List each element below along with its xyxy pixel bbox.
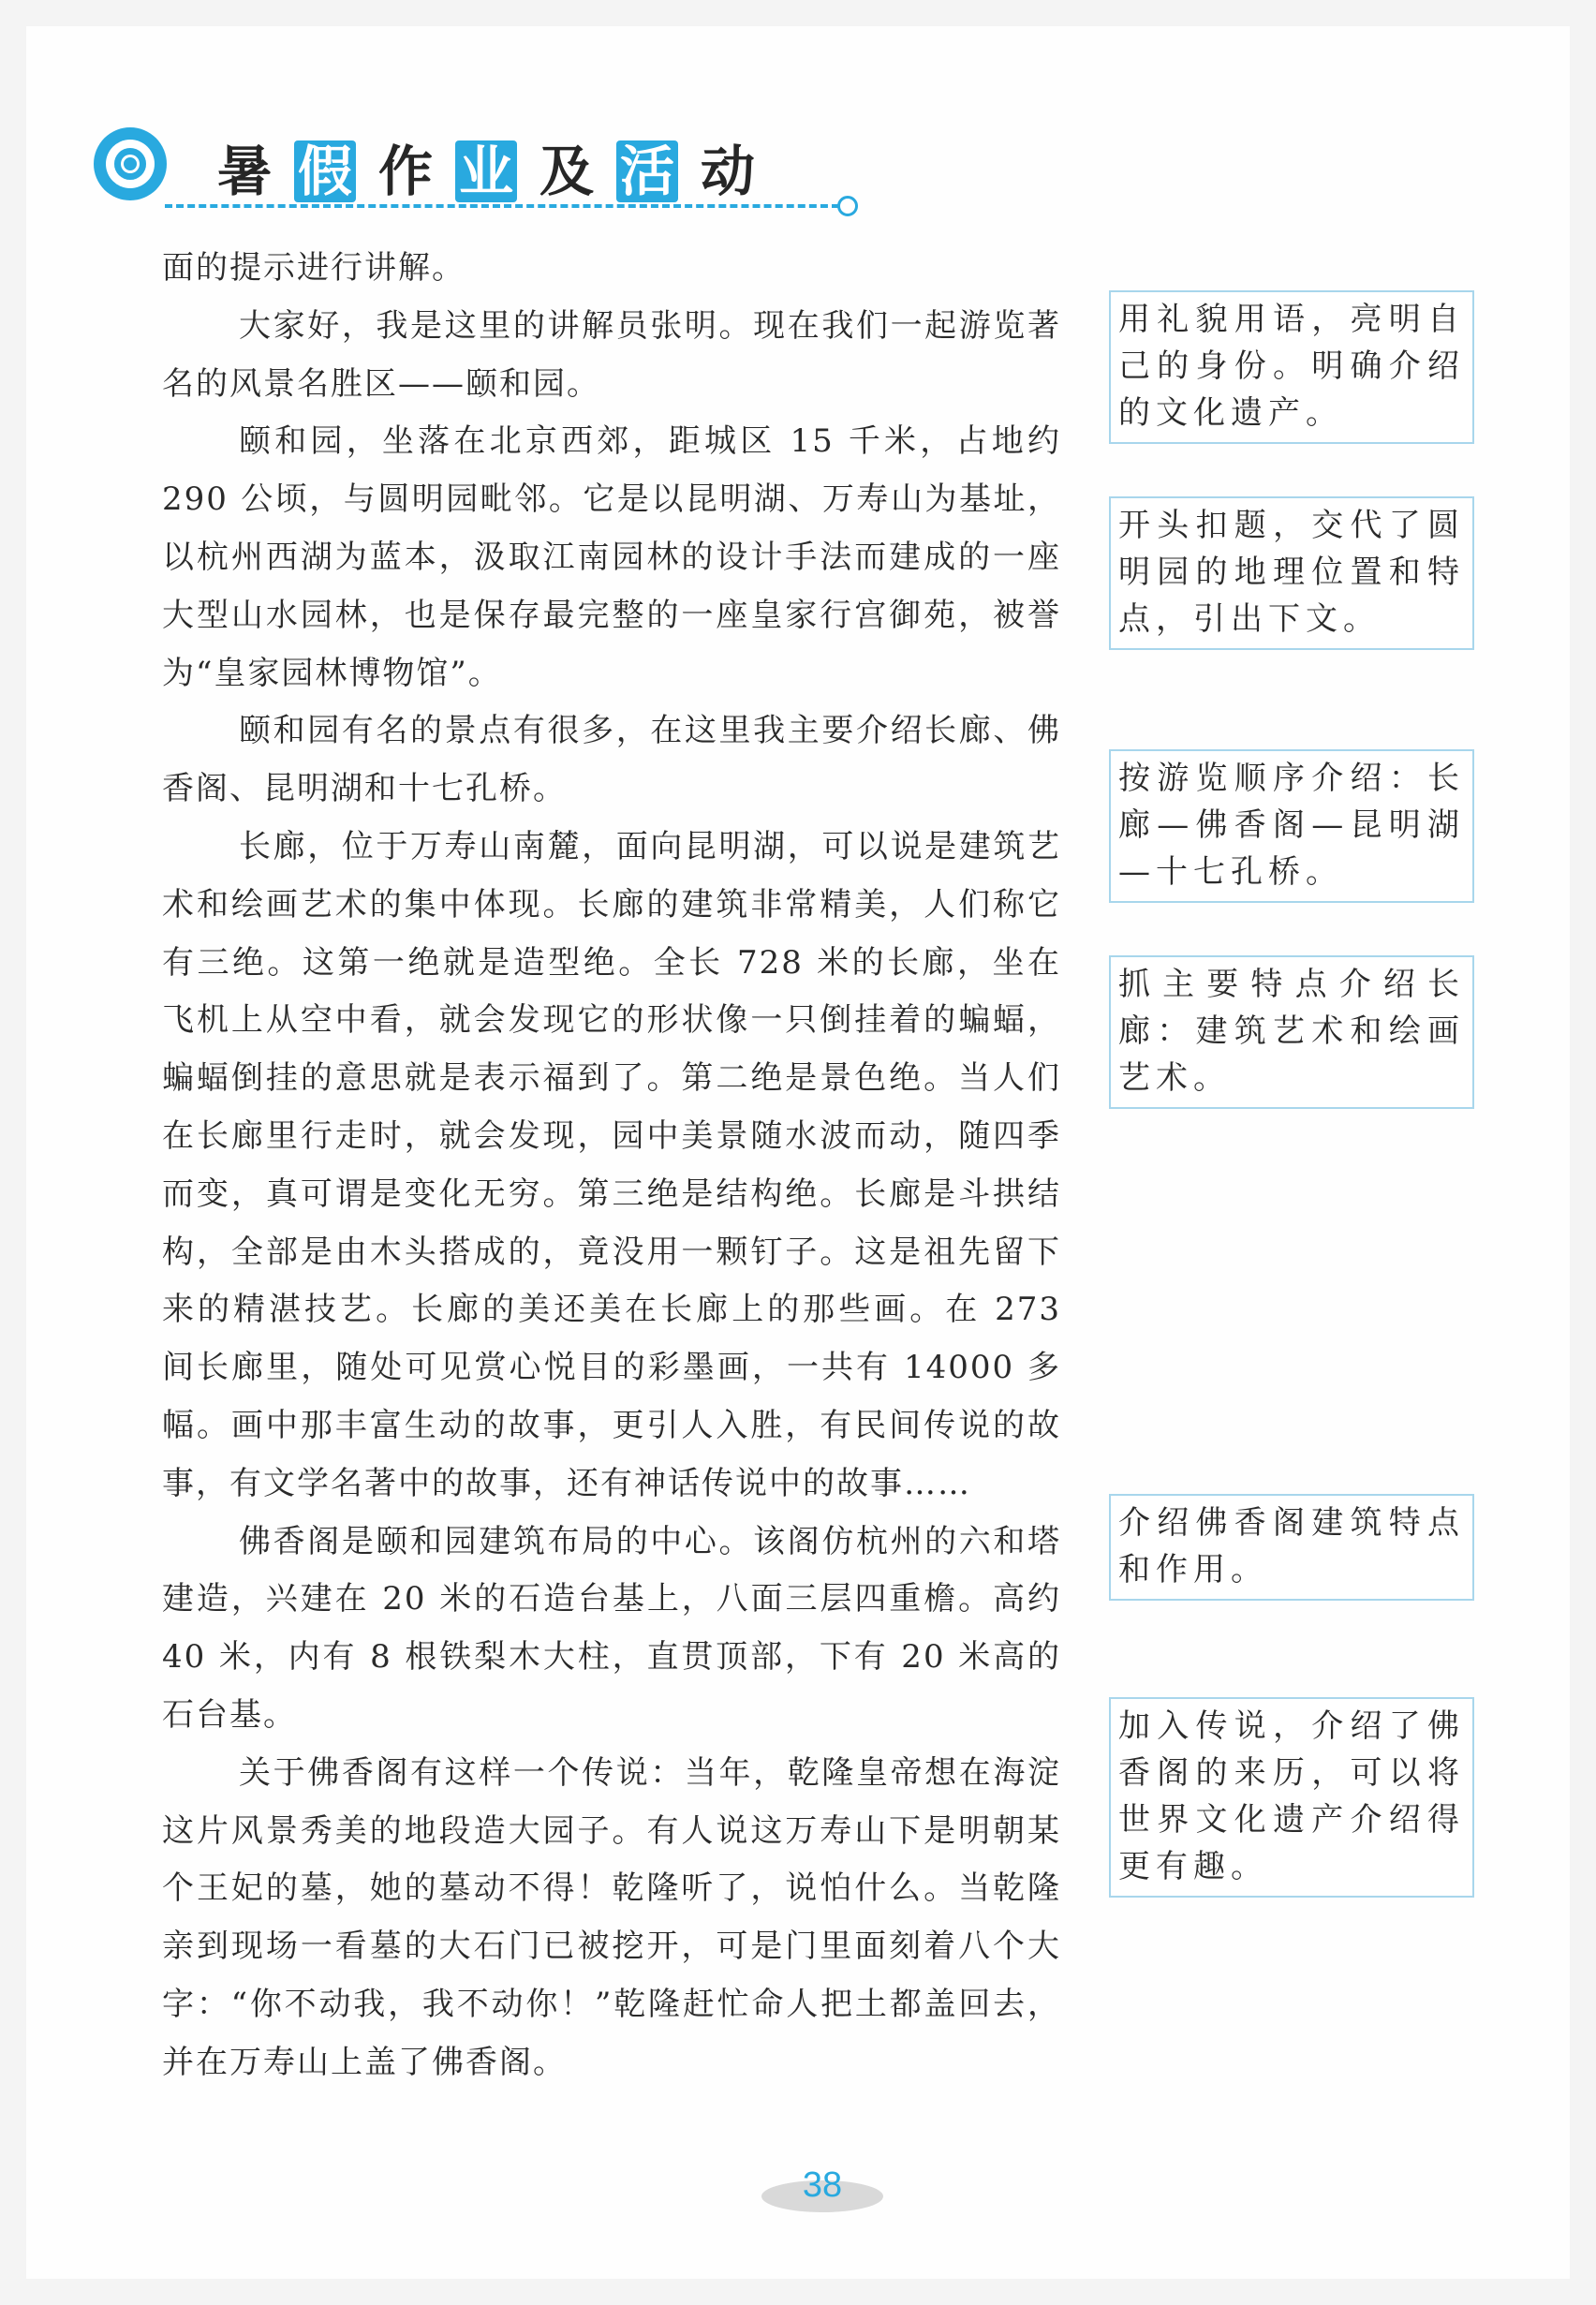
paragraph: 佛香阁是颐和园建筑布局的中心。该阁仿杭州的六和塔建造，兴建在 20 米的石造台基上，八面三层四重檐。高约 40 米，内有 8 根铁梨木大柱，直贯顶部，下有 20 米高的石台基。 xyxy=(162,1522,1061,1734)
title-char: 暑 xyxy=(216,140,272,203)
margin-note: 开头扣题，交代了圆明园的地理位置和特点，引出下文。 xyxy=(1109,496,1474,650)
paragraph: 颐和园，坐落在北京西郊，距城区 15 千米，占地约 290 公顷，与圆明园毗邻。它是以昆明湖、万寿山为基址，以杭州西湖为蓝本，汲取江南园林的设计手法而建成的一座大型山水园林，也是保存最完整的一座皇家行宫御苑，被誉为“皇家园林博物馆”。 xyxy=(162,422,1061,692)
title-char: 作 xyxy=(377,140,433,203)
paragraph: 大家好，我是这里的讲解员张明。现在我们一起游览著名的风景名胜区——颐和园。 xyxy=(162,306,1061,403)
margin-note: 按游览顺序介绍：长廊—佛香阁—昆明湖—十七孔桥。 xyxy=(1109,749,1474,903)
paragraph: 关于佛香阁有这样一个传说：当年，乾隆皇帝想在海淀这片风景秀美的地段造大园子。有人说这万寿山下是明朝某个王妃的墓，她的墓动不得！乾隆听了，说怕什么。当乾隆亲到现场一看墓的大石门已被挖开，可是门里面刻着八个大字：“你不动我，我不动你！”乾隆赶忙命人把土都盖回去，并在万寿山上盖了佛香阁。 xyxy=(162,1753,1061,2081)
page-number: 38 xyxy=(802,2165,843,2205)
page-header xyxy=(26,26,1570,204)
series-title xyxy=(214,131,777,212)
margin-note: 用礼貌用语，亮明自己的身份。明确介绍的文化遗产。 xyxy=(1109,290,1474,444)
title-char: 动 xyxy=(700,140,755,203)
article-body xyxy=(162,240,1061,2092)
target-circle-icon xyxy=(94,127,167,200)
title-char: 假 xyxy=(294,140,356,202)
header-dashed-divider xyxy=(165,204,839,208)
paragraph: 面的提示进行讲解。 xyxy=(162,249,466,287)
workbook-page xyxy=(26,26,1570,2279)
title-char: 及 xyxy=(539,140,594,203)
title-char: 业 xyxy=(455,140,517,202)
paragraph: 长廊，位于万寿山南麓，面向昆明湖，可以说是建筑艺术和绘画艺术的集中体现。长廊的建筑非常精美，人们称它有三绝。这第一绝就是造型绝。全长 728 米的长廊，坐在飞机上从空中看，就会发现它的形状像一只倒挂着的蝙蝠，蝙蝠倒挂的意思就是表示福到了。第二绝是景色绝。当人们在长廊里行走时，就会发现，园中美景随水波而动，随四季而变，真可谓是变化无穷。第三绝是结构绝。长廊是斗拱结构，全部是由木头搭成的，竟没用一颗钉子。这是祖先留下来的精湛技艺。长廊的美还美在长廊上的那些画。在 273 间长廊里，随处可见赏心悦目的彩墨画，一共有 14000 多幅。画中那丰富生动的故事，更引人入胜，有民间传说的故事，有文学名著中的故事，还有神话传说中的故事…… xyxy=(162,827,1061,1502)
margin-note: 介绍佛香阁建筑特点和作用。 xyxy=(1109,1494,1474,1601)
title-char: 活 xyxy=(616,140,678,202)
divider-end-dot-icon xyxy=(837,196,858,216)
margin-note: 加入传说，介绍了佛香阁的来历，可以将世界文化遗产介绍得更有趣。 xyxy=(1109,1697,1474,1898)
paragraph: 颐和园有名的景点有很多，在这里我主要介绍长廊、佛香阁、昆明湖和十七孔桥。 xyxy=(162,712,1061,808)
margin-note: 抓主要特点介绍长廊：建筑艺术和绘画艺术。 xyxy=(1109,955,1474,1109)
